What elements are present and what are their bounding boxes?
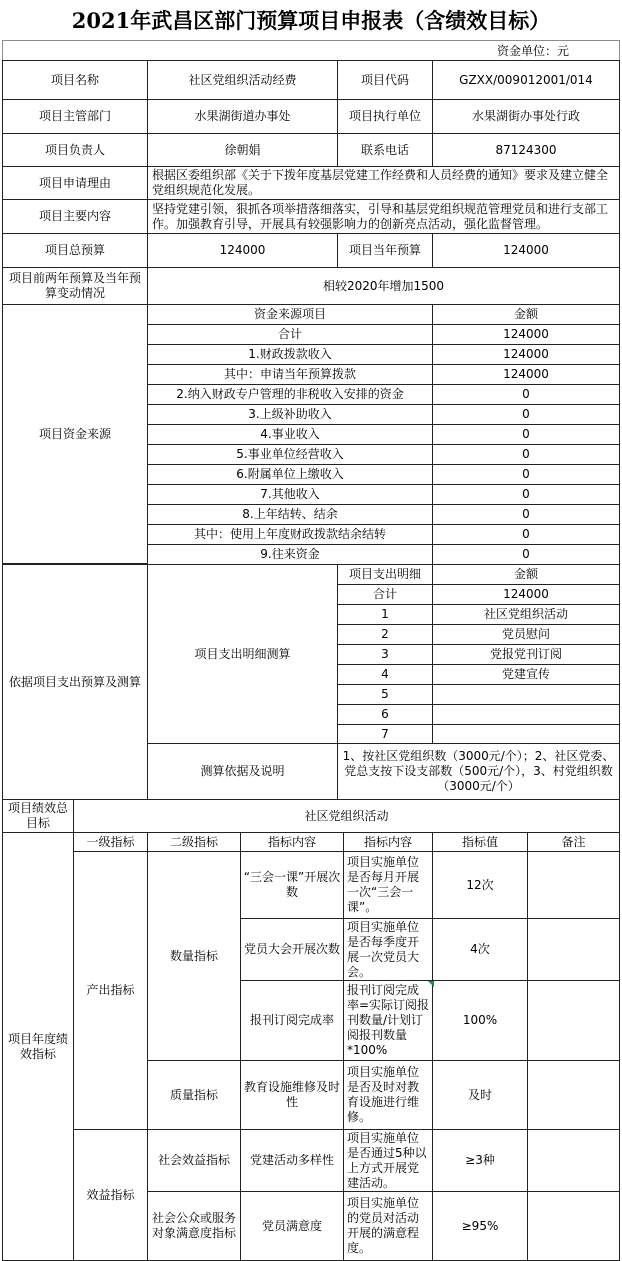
- expense-detail-label: 项目支出明细测算: [147, 564, 338, 744]
- funding-row-name: 6.附属单位上缴收入: [147, 464, 433, 485]
- funding-row-amount: 0: [432, 424, 620, 445]
- satisfaction-indicator: 社会公众或服务对象满意度指标: [147, 1191, 241, 1261]
- change-value: 相较2020年增加1500: [147, 267, 620, 305]
- funding-row-amount: 124000: [432, 324, 620, 345]
- form-title: 2021年武昌区部门预算项目申报表（含绩效目标）: [71, 8, 551, 33]
- funding-row-name: 8.上年结转、结余: [147, 504, 433, 525]
- perf-row-note: [527, 1191, 620, 1261]
- expense-row-amount: 党报党刊订阅: [432, 644, 620, 665]
- goal-value: 社区党组织活动: [73, 799, 620, 833]
- owner-label: 项目负责人: [2, 133, 148, 167]
- expense-row-item: 3: [337, 644, 433, 665]
- funding-row-name: 5.事业单位经营收入: [147, 444, 433, 465]
- expense-row-item: 5: [337, 684, 433, 705]
- social-indicator: 社会效益指标: [147, 1129, 241, 1192]
- expense-row-item: 7: [337, 724, 433, 745]
- expense-row-amount: 社区党组织活动: [432, 604, 620, 625]
- expense-label: 依据项目支出预算及测算: [2, 564, 148, 800]
- funding-row-amount: 0: [432, 444, 620, 465]
- funding-row-name: 2.纳入财政专户管理的非税收入安排的资金: [147, 384, 433, 405]
- funding-row-name: 4.事业收入: [147, 424, 433, 445]
- funding-row-amount: 0: [432, 404, 620, 425]
- expense-row-amount: 党员慰问: [432, 624, 620, 645]
- funding-row-name: 其中：申请当年预算拨款: [147, 364, 433, 385]
- project-name-label: 项目名称: [2, 60, 148, 100]
- funding-row-amount: 0: [432, 464, 620, 485]
- current-budget-value: 124000: [432, 233, 620, 268]
- perf-row-desc: 报刊订阅完成率=实际订阅报刊数量/计划订阅报刊数量*100%: [343, 980, 433, 1061]
- funding-row-amount: 124000: [432, 344, 620, 365]
- content-label: 项目主要内容: [2, 199, 148, 234]
- expense-row-amount: [432, 684, 620, 705]
- currency-unit: 资金单位：元: [2, 40, 620, 60]
- project-code-label: 项目代码: [337, 60, 433, 100]
- funding-row-amount: 0: [432, 504, 620, 525]
- expense-row-amount: [432, 724, 620, 745]
- perf-row-name: 报刊订阅完成率: [240, 980, 344, 1061]
- perf-row-name: 党建活动多样性: [240, 1129, 344, 1192]
- funding-row-amount: 0: [432, 524, 620, 545]
- funding-row-name: 1.财政拨款收入: [147, 344, 433, 365]
- perf-row-desc: 项目实施单位的党员对活动开展的满意程度。: [343, 1191, 433, 1261]
- expense-row-item: 6: [337, 704, 433, 725]
- perf-head-l6: 备注: [527, 832, 620, 852]
- basis-value: 1、按社区党组织数（3000元/个）；2、社区党委、党总支按下设支部数（500元/个），3、村党组织数（3000元/个）: [337, 743, 620, 800]
- perf-head-l5: 指标值: [432, 832, 528, 852]
- perf-row-note: [527, 1060, 620, 1130]
- perf-row-name: 党员满意度: [240, 1191, 344, 1261]
- dept-label: 项目主管部门: [2, 99, 148, 134]
- funding-row-name: 9.往来资金: [147, 544, 433, 565]
- phone-value: 87124300: [432, 133, 620, 167]
- perf-head-l3: 指标内容: [240, 832, 344, 852]
- perf-row-note: [527, 980, 620, 1061]
- perf-row-name: “三会一课”开展次数: [240, 851, 344, 919]
- expense-row-amount: 124000: [432, 584, 620, 605]
- expense-row-item: 4: [337, 664, 433, 685]
- benefit-indicator: 效益指标: [73, 1129, 148, 1261]
- perf-row-note: [527, 851, 620, 919]
- perf-row-desc: 项目实施单位是否通过5种以上方式开展党建活动。: [343, 1129, 433, 1192]
- perf-row-value: 100%: [432, 980, 528, 1061]
- funding-label: 项目资金来源: [2, 304, 148, 564]
- expense-row-item: 2: [337, 624, 433, 645]
- perf-row-value: 12次: [432, 851, 528, 919]
- perf-row-note: [527, 918, 620, 981]
- perf-row-desc: 项目实施单位是否及时对教育设施进行维修。: [343, 1060, 433, 1130]
- funding-row-amount: 0: [432, 484, 620, 505]
- content-value: 坚持党建引领，狠抓各项举措落细落实，引导和基层党组织规范管理党员和进行支部工作。加强教育引导，开展具有较强影响力的创新亮点活动，强化监督管理。: [147, 199, 620, 234]
- perf-row-desc: 项目实施单位是否每月开展一次“三会一课”。: [343, 851, 433, 919]
- perf-head-l2: 二级指标: [147, 832, 241, 852]
- change-label: 项目前两年预算及当年预算变动情况: [2, 267, 148, 305]
- quantity-indicator: 数量指标: [147, 851, 241, 1061]
- output-indicator: 产出指标: [73, 851, 148, 1130]
- perf-row-value: ≥95%: [432, 1191, 528, 1261]
- project-code-value: GZXX/009012001/014: [432, 60, 620, 100]
- perf-row-value: ≥3种: [432, 1129, 528, 1192]
- perf-head-l1: 一级指标: [73, 832, 148, 852]
- funding-row-amount: 0: [432, 544, 620, 565]
- reason-value: 根据区委组织部《关于下拨年度基层党建工作经费和人员经费的通知》要求及建立健全党组织规范化发展。: [147, 166, 620, 200]
- total-budget-label: 项目总预算: [2, 233, 148, 268]
- perf-row-value: 及时: [432, 1060, 528, 1130]
- current-budget-label: 项目当年预算: [337, 233, 433, 268]
- expense-row-item: 1: [337, 604, 433, 625]
- funding-row-amount: 0: [432, 384, 620, 405]
- expense-row-amount: 党建宣传: [432, 664, 620, 685]
- basis-label: 测算依据及说明: [147, 743, 338, 800]
- goal-label: 项目绩效总目标: [2, 799, 74, 833]
- funding-head-amount: 金额: [432, 304, 620, 325]
- funding-row-amount: 124000: [432, 364, 620, 385]
- expense-row-item: 合计: [337, 584, 433, 605]
- perf-row-value: 4次: [432, 918, 528, 981]
- cell-comment-marker: [428, 981, 434, 987]
- phone-label: 联系电话: [337, 133, 433, 167]
- perf-head-l4: 指标内容: [343, 832, 433, 852]
- perf-row-name: 教育设施维修及时性: [240, 1060, 344, 1130]
- funding-head-source: 资金来源项目: [147, 304, 433, 325]
- perf-row-note: [527, 1129, 620, 1192]
- expense-row-amount: [432, 704, 620, 725]
- owner-value: 徐朝娟: [147, 133, 338, 167]
- perf-label: 项目年度绩效指标: [2, 832, 74, 1261]
- reason-label: 项目申请理由: [2, 166, 148, 200]
- project-name-value: 社区党组织活动经费: [147, 60, 338, 100]
- funding-row-name: 合计: [147, 324, 433, 345]
- funding-row-name: 其中：使用上年度财政拨款结余结转: [147, 524, 433, 545]
- exec-unit-label: 项目执行单位: [337, 99, 433, 134]
- expense-head-item: 项目支出明细: [337, 564, 433, 585]
- perf-row-name: 党员大会开展次数: [240, 918, 344, 981]
- exec-unit-value: 水果湖街办事处行政: [432, 99, 620, 134]
- total-budget-value: 124000: [147, 233, 338, 268]
- funding-row-name: 7.其他收入: [147, 484, 433, 505]
- dept-value: 水果湖街道办事处: [147, 99, 338, 134]
- funding-row-name: 3.上级补助收入: [147, 404, 433, 425]
- expense-head-amount: 金额: [432, 564, 620, 585]
- quality-indicator: 质量指标: [147, 1060, 241, 1130]
- perf-row-desc: 项目实施单位是否每季度开展一次党员大会。: [343, 918, 433, 981]
